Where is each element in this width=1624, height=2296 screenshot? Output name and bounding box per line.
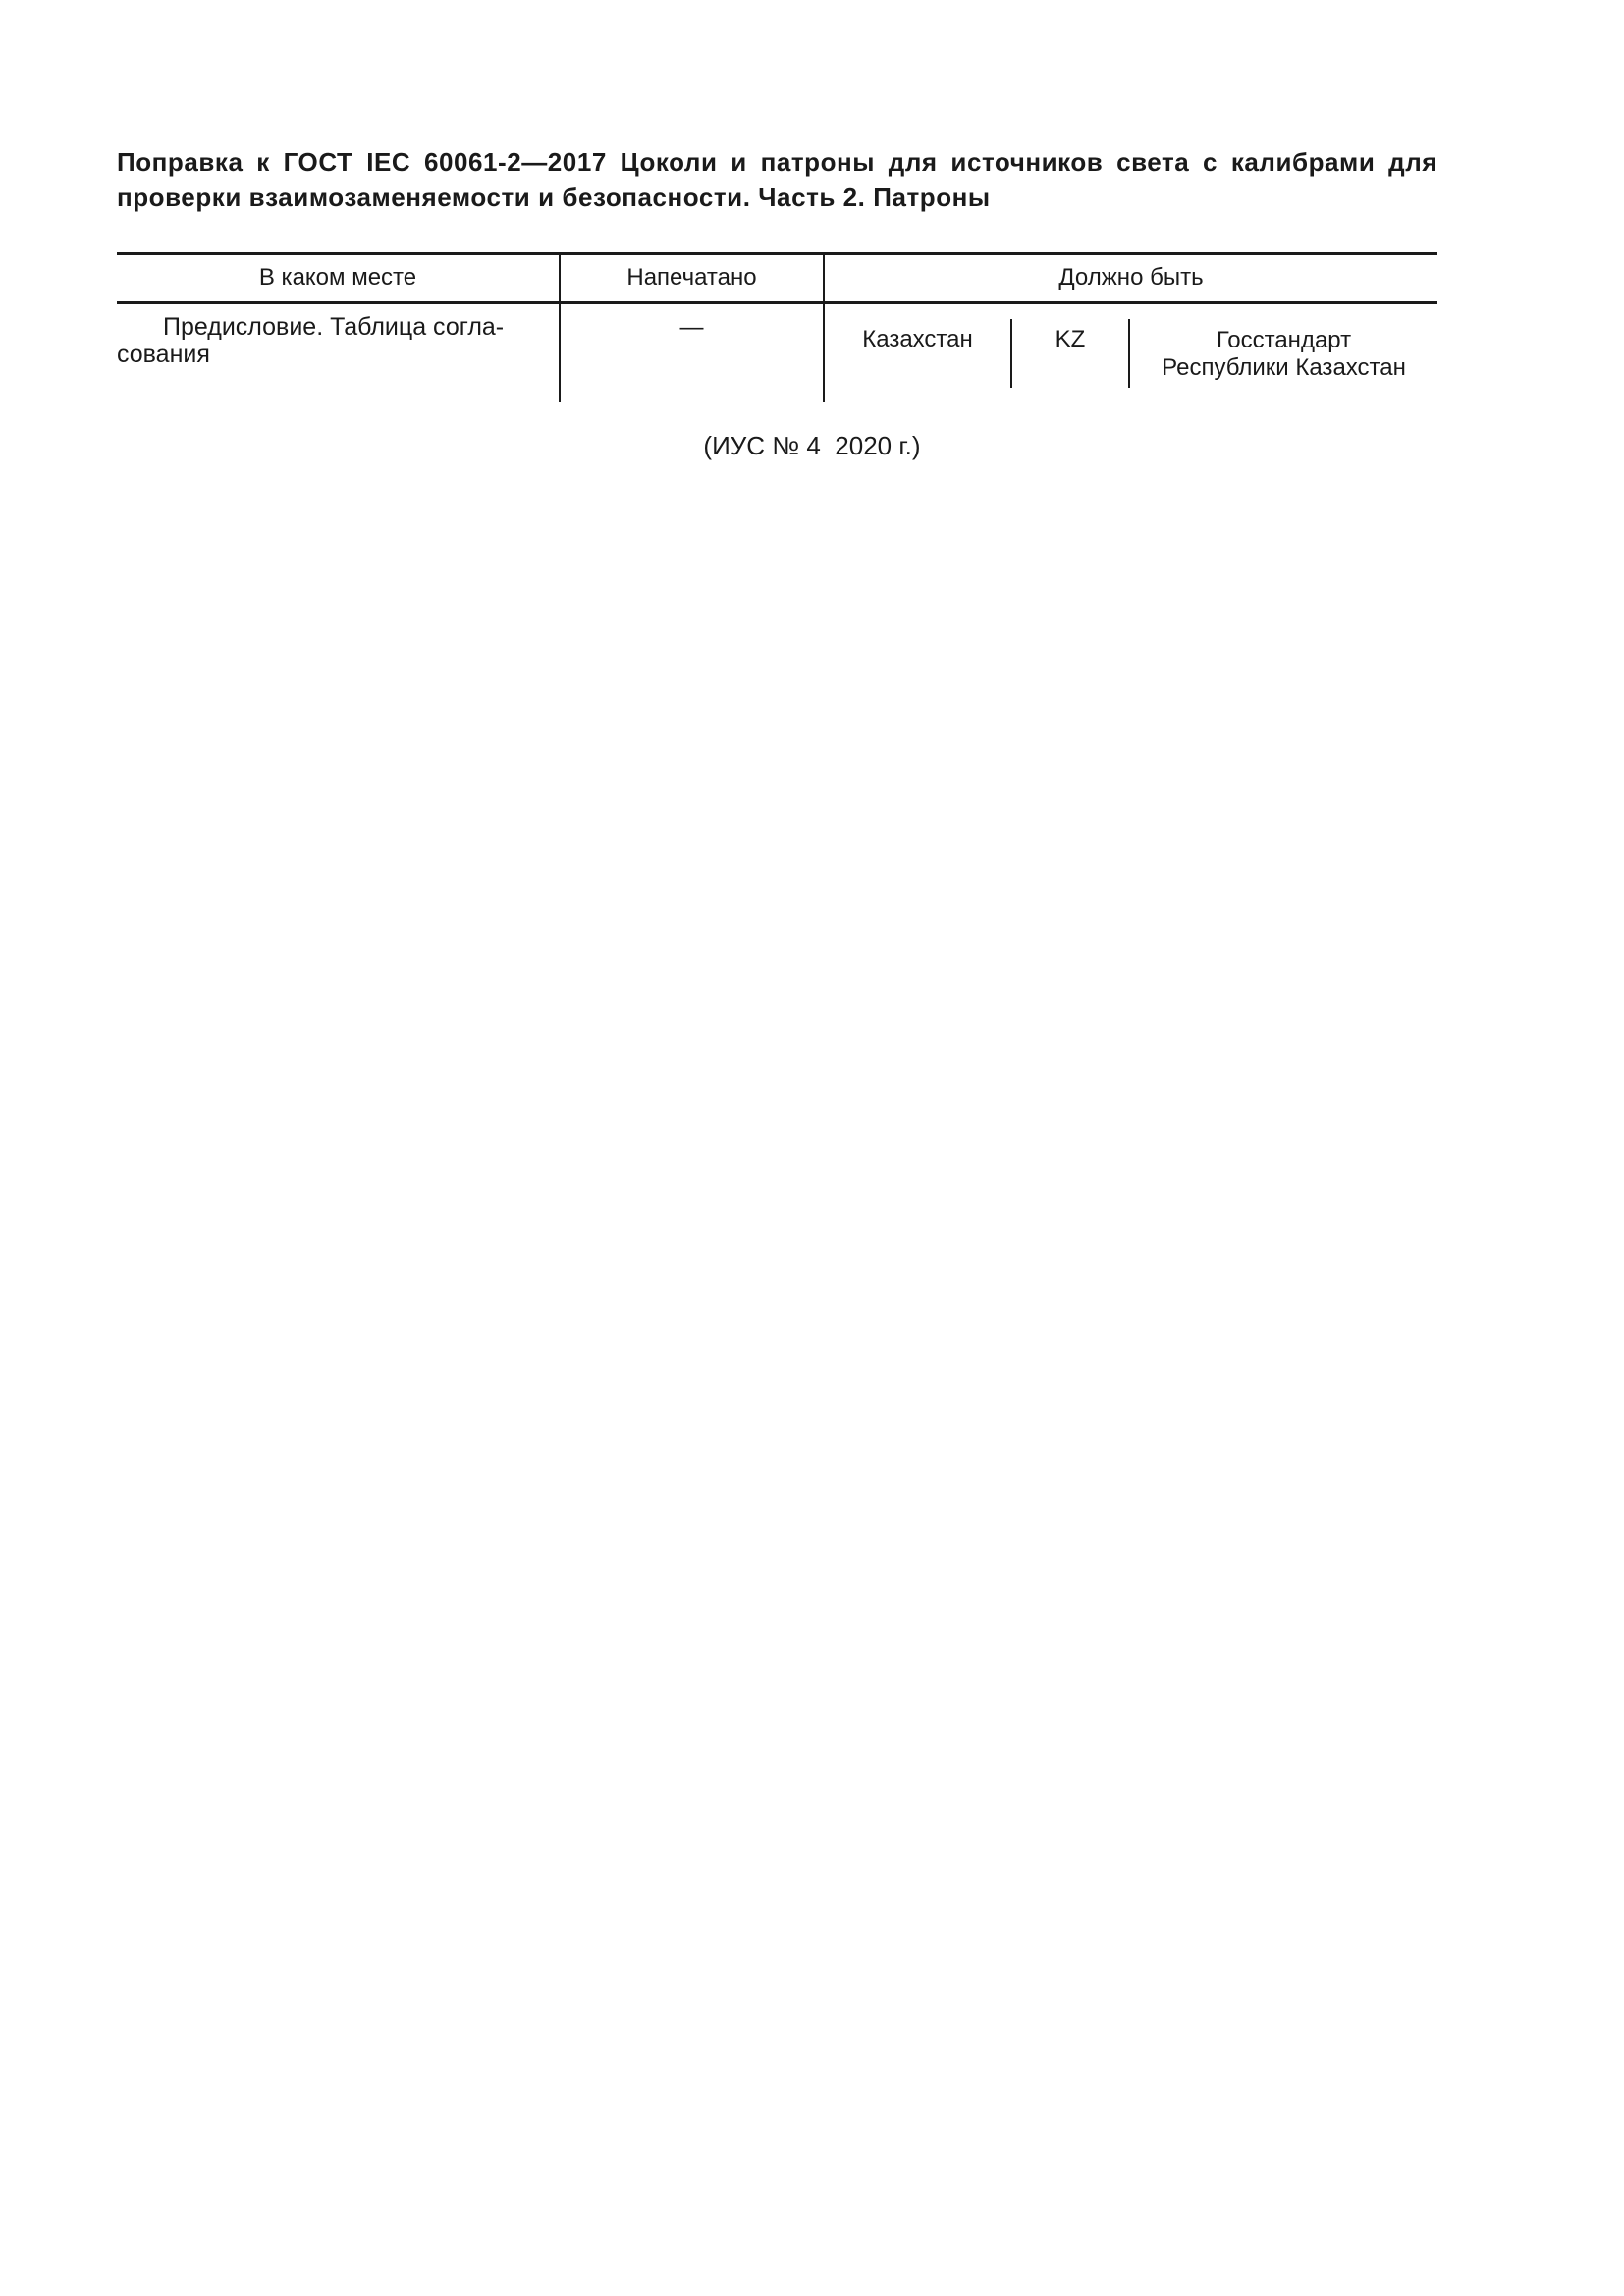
table-header-rule — [117, 301, 1437, 304]
cell-where-line-1: Предисловие. Таблица согла- — [163, 313, 505, 341]
header-where: В каком месте — [258, 264, 417, 291]
cell-where — [117, 313, 547, 368]
cell-authority-line-1: Госстандарт — [1216, 327, 1352, 353]
source-reference: (ИУС № 4 2020 г.) — [703, 431, 921, 460]
header-printed: Напечатано — [626, 264, 757, 291]
header-should-be: Должно быть — [1058, 264, 1204, 291]
document-title: Поправка к ГОСТ IEC 60061-2—2017 Цоколи и патроны для источников света с калибрами для проверки взаимозаменяемости и безопасности. Часть 2. Патроны — [117, 147, 1437, 212]
cell-country-code: KZ — [1055, 326, 1086, 352]
cell-country: Казахстан — [862, 326, 973, 352]
cell-where-line-2: сования — [117, 341, 210, 368]
cell-printed: — — [679, 314, 704, 341]
amendment-table — [117, 252, 1437, 402]
cell-authority-line-2: Республики Казахстан — [1162, 354, 1406, 381]
table-top-rule — [117, 252, 1437, 255]
